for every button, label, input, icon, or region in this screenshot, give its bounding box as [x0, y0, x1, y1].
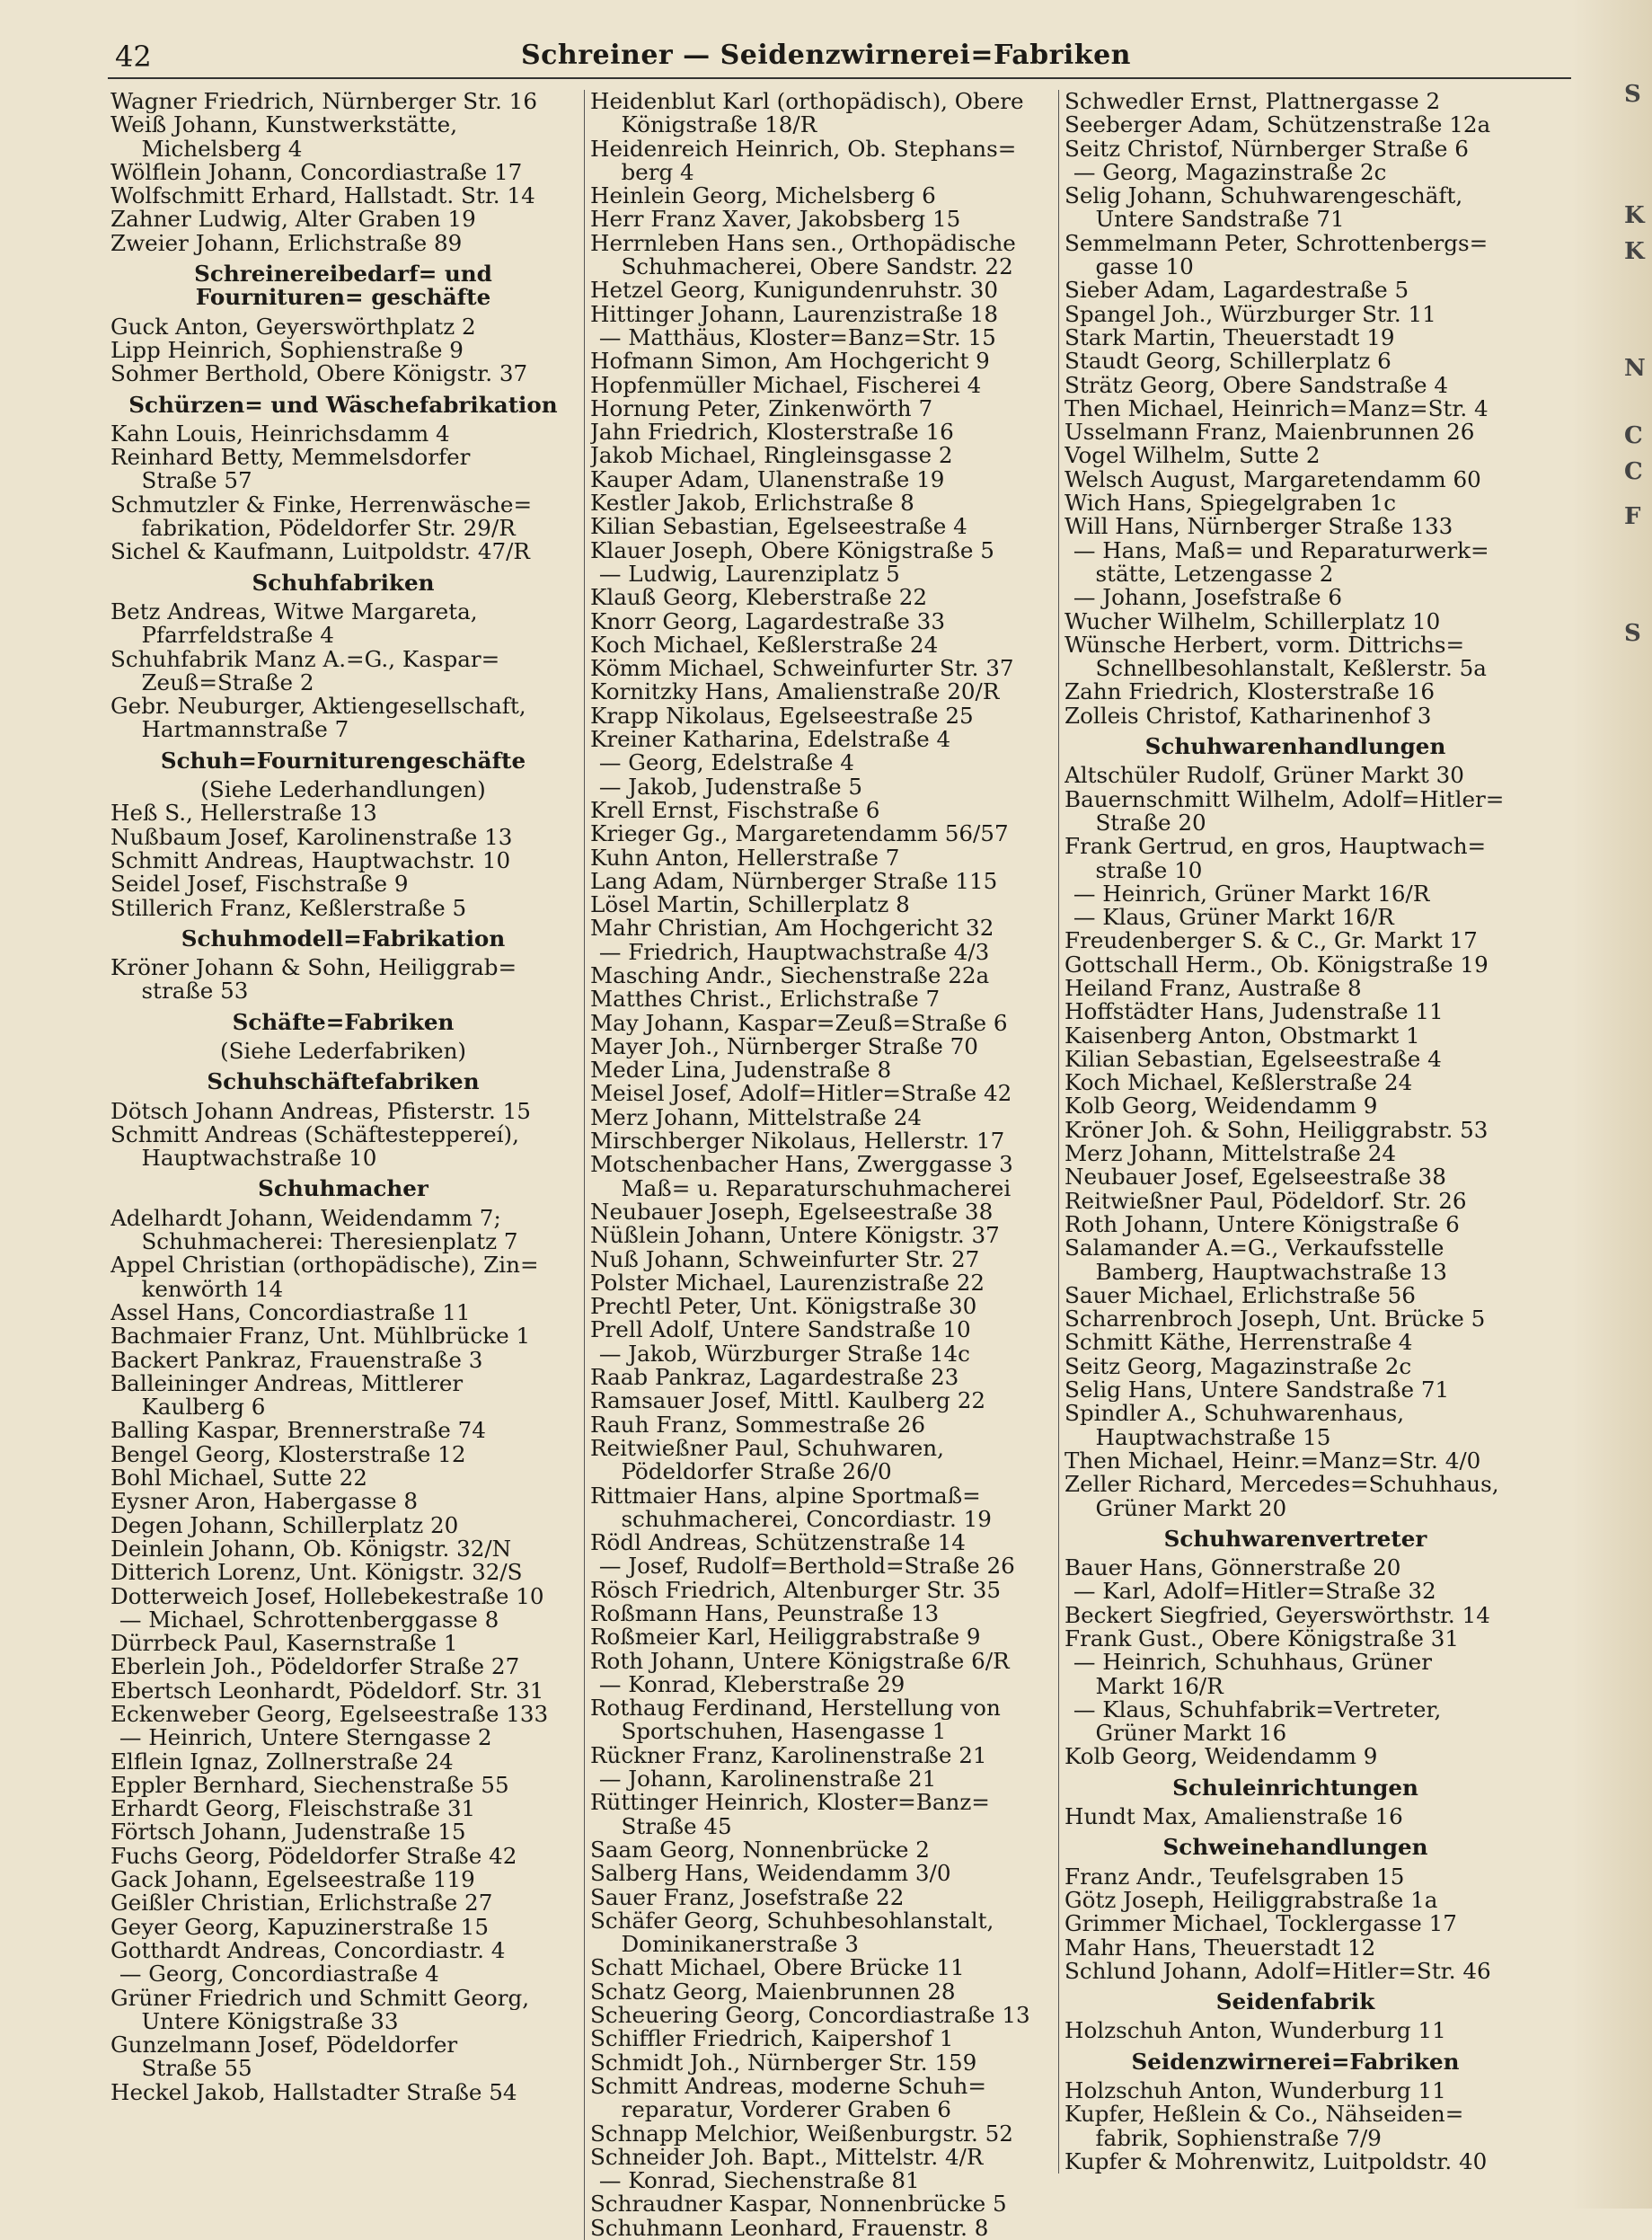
directory-entry: Rödl Andreas, Schützenstraße 14: [590, 1531, 966, 1555]
directory-entry: Hornung Peter, Zinkenwörth 7: [590, 396, 933, 421]
directory-entry: Franz Andr., Teufelsgraben 15: [1065, 1864, 1405, 1889]
directory-entry: Seitz Georg, Magazinstraße 2c: [1065, 1354, 1412, 1379]
section-heading: Schuhmacher: [258, 1177, 428, 1201]
directory-entry: Prell Adolf, Untere Sandstraße 10: [590, 1318, 971, 1342]
directory-entry: Bengel Georg, Klosterstraße 12: [110, 1442, 466, 1467]
running-head: Schreiner — Seidenzwirnerei=Fabriken: [521, 40, 1131, 71]
entry-continuation: Hauptwachstraße 10: [141, 1147, 377, 1171]
directory-entry: Grüner Friedrich und Schmitt Georg,: [110, 1986, 530, 2010]
directory-entry: Meisel Josef, Adolf=Hitler=Straße 42: [590, 1082, 1012, 1106]
directory-entry: Degen Johann, Schillerplatz 20: [110, 1513, 459, 1537]
section-heading: Schuhfabriken: [252, 571, 435, 595]
directory-entry: Holzschuh Anton, Wunderburg 11: [1065, 2079, 1446, 2103]
entry-same-surname: — Georg, Concordiastraße 4: [119, 1962, 439, 1987]
directory-entry: Rüttinger Heinrich, Kloster=Banz=: [590, 1791, 990, 1815]
entry-continuation: Grüner Markt 16: [1095, 1722, 1287, 1746]
entry-continuation: berg 4: [621, 160, 694, 185]
directory-entry: Gack Johann, Egelseestraße 119: [110, 1868, 475, 1892]
directory-entry: Eberlein Joh., Pödeldorfer Straße 27: [110, 1655, 520, 1679]
directory-entry: Zahn Friedrich, Klosterstraße 16: [1065, 680, 1435, 704]
directory-entry: Altschüler Rudolf, Grüner Markt 30: [1065, 764, 1464, 788]
entry-continuation: Untere Königstraße 33: [141, 2009, 399, 2034]
directory-entry: Scharrenbroch Joseph, Unt. Brücke 5: [1065, 1307, 1486, 1332]
directory-entry: Schmitt Andreas, moderne Schuh=: [590, 2074, 986, 2099]
directory-entry: Then Michael, Heinrich=Manz=Str. 4: [1065, 396, 1489, 421]
directory-entry: Wich Hans, Spiegelgraben 1c: [1065, 491, 1397, 516]
section-heading: Schuhschäftefabriken: [207, 1070, 480, 1094]
directory-entry: Wünsche Herbert, vorm. Dittrichs=: [1065, 633, 1465, 658]
entry-continuation: Schuhmacherei, Obere Sandstr. 22: [621, 255, 1013, 279]
directory-entry: Staudt Georg, Schillerplatz 6: [1065, 350, 1391, 374]
directory-entry: Then Michael, Heinr.=Manz=Str. 4/0: [1065, 1448, 1481, 1474]
directory-entry: Schlund Johann, Adolf=Hitler=Str. 46: [1065, 1959, 1491, 1984]
directory-entry: Ramsauer Josef, Mittl. Kaulberg 22: [590, 1389, 985, 1413]
directory-entry: Schmitt Andreas (Schäftesteppereí),: [110, 1122, 519, 1147]
directory-entry: Zweier Johann, Erlichstraße 89: [110, 231, 463, 256]
directory-entry: Dotterweich Josef, Hollebekestraße 10: [110, 1584, 544, 1608]
entry-same-surname: — Jakob, Würzburger Straße 14c: [598, 1341, 970, 1367]
directory-entry: Kaisenberg Anton, Obstmarkt 1: [1065, 1023, 1420, 1048]
entry-continuation: Untere Sandstraße 71: [1095, 208, 1345, 232]
directory-entry: Kornitzky Hans, Amalienstraße 20/R: [590, 680, 1000, 704]
directory-entry: Schäfer Georg, Schuhbesohlanstalt,: [590, 1908, 994, 1934]
directory-entry: Kestler Jakob, Erlichstraße 8: [590, 491, 914, 516]
directory-entry: Adelhardt Johann, Weidendamm 7;: [110, 1206, 501, 1231]
directory-entry: Merz Johann, Mittelstraße 24: [1065, 1142, 1397, 1166]
entry-same-surname: — Georg, Magazinstraße 2c: [1073, 160, 1387, 185]
column-2: [584, 90, 1057, 2240]
directory-entry: Sauer Franz, Josefstraße 22: [590, 1885, 905, 1909]
entry-continuation: Michelsberg 4: [141, 137, 303, 161]
entry-continuation: Markt 16/R: [1095, 1674, 1224, 1698]
directory-entry: Rothaug Ferdinand, Herstellung von: [590, 1696, 1001, 1721]
directory-entry: Gottschall Herm., Ob. Königstraße 19: [1065, 952, 1489, 977]
entry-same-surname: — Klaus, Schuhfabrik=Vertreter,: [1073, 1697, 1442, 1722]
directory-entry: Betz Andreas, Witwe Margareta,: [110, 599, 478, 624]
directory-entry: Zeller Richard, Mercedes=Schuhhaus,: [1065, 1473, 1499, 1497]
directory-entry: Frank Gertrud, en gros, Hauptwach=: [1065, 835, 1487, 859]
see-reference: (Siehe Lederhandlungen): [200, 778, 486, 802]
directory-entry: Assel Hans, Concordiastraße 11: [110, 1300, 471, 1325]
directory-entry: Koch Michael, Keßlerstraße 24: [1065, 1071, 1413, 1095]
entry-same-surname: — Johann, Karolinenstraße 21: [598, 1767, 937, 1792]
entry-same-surname: — Heinrich, Grüner Markt 16/R: [1073, 881, 1430, 907]
directory-entry: Geyer Georg, Kapuzinerstraße 15: [110, 1915, 489, 1939]
directory-entry: Heidenblut Karl (orthopädisch), Obere: [590, 90, 1024, 114]
directory-entry: Seidel Josef, Fischstraße 9: [110, 872, 409, 897]
directory-entry: Klauß Georg, Kleberstraße 22: [590, 586, 927, 610]
entry-same-surname: — Karl, Adolf=Hitler=Straße 32: [1073, 1580, 1436, 1604]
edge-letter: C: [1624, 458, 1643, 485]
directory-entry: Bohl Michael, Sutte 22: [110, 1466, 367, 1491]
directory-entry: Salamander A.=G., Verkaufsstelle: [1065, 1236, 1444, 1261]
edge-letter: C: [1624, 422, 1643, 449]
directory-entry: Rittmaier Hans, alpine Sportmaß=: [590, 1483, 981, 1508]
directory-entry: Eppler Bernhard, Siechenstraße 55: [110, 1773, 509, 1798]
directory-entry: Schuhfabrik Manz A.=G., Kaspar=: [110, 647, 500, 671]
directory-entry: Selig Hans, Untere Sandstraße 71: [1065, 1378, 1450, 1403]
directory-entry: Eckenweber Georg, Egelseestraße 133: [110, 1703, 549, 1727]
directory-entry: Polster Michael, Laurenzistraße 22: [590, 1271, 985, 1296]
column-1: [110, 90, 576, 2104]
directory-entry: Dötsch Johann Andreas, Pfisterstr. 15: [110, 1099, 531, 1123]
directory-entry: Mahr Christian, Am Hochgericht 32: [590, 916, 994, 941]
directory-entry: Balleininger Andreas, Mittlerer: [110, 1371, 464, 1396]
directory-entry: Semmelmann Peter, Schrottenbergs=: [1065, 231, 1489, 256]
directory-entry: Gotthardt Andreas, Concordiastr. 4: [110, 1938, 506, 1963]
directory-entry: Klauer Joseph, Obere Königstraße 5: [590, 538, 994, 562]
directory-entry: Fuchs Georg, Pödeldorfer Straße 42: [110, 1844, 517, 1869]
directory-entry: Masching Andr., Siechenstraße 22a: [590, 963, 990, 988]
directory-entry: Salberg Hans, Weidendamm 3/0: [590, 1862, 951, 1886]
entry-same-surname: — Ludwig, Laurenziplatz 5: [598, 562, 900, 587]
directory-entry: Götz Joseph, Heiliggrabstraße 1a: [1065, 1888, 1438, 1913]
entry-continuation: Sportschuhen, Hasengasse 1: [621, 1720, 947, 1744]
directory-entry: Kauper Adam, Ulanenstraße 19: [590, 467, 945, 492]
directory-entry: Ebertsch Leonhardt, Pödeldorf. Str. 31: [110, 1678, 544, 1703]
directory-entry: Dürrbeck Paul, Kasernstraße 1: [110, 1632, 458, 1656]
entry-continuation: Straße 57: [141, 469, 252, 493]
directory-entry: Krieger Gg., Margaretendamm 56/57: [590, 822, 1009, 846]
entry-same-surname: — Friedrich, Hauptwachstraße 4/3: [598, 940, 990, 964]
entry-continuation: Straße 20: [1095, 810, 1206, 836]
directory-entry: Zahner Ludwig, Alter Graben 19: [110, 208, 476, 232]
directory-entry: Jahn Friedrich, Klosterstraße 16: [590, 421, 954, 445]
entry-continuation: stätte, Letzengasse 2: [1095, 562, 1334, 587]
directory-entry: Merz Johann, Mittelstraße 24: [590, 1105, 923, 1130]
directory-entry: Bauer Hans, Gönnerstraße 20: [1065, 1556, 1401, 1580]
directory-entry: Kröner Joh. & Sohn, Heiliggrabstr. 53: [1065, 1118, 1489, 1143]
entry-continuation: straße 53: [141, 979, 249, 1004]
section-heading: Schuhwarenvertreter: [1163, 1527, 1427, 1552]
directory-entry: Nußbaum Josef, Karolinenstraße 13: [110, 825, 513, 849]
entry-continuation: Kaulberg 6: [141, 1395, 266, 1420]
directory-entry: Knorr Georg, Lagardestraße 33: [590, 609, 945, 633]
directory-entry: Motschenbacher Hans, Zwerggasse 3: [590, 1153, 1013, 1177]
directory-entry: Hetzel Georg, Kunigundenruhstr. 30: [590, 279, 999, 303]
entry-same-surname: — Konrad, Siechenstraße 81: [598, 2169, 920, 2193]
section-heading: Seidenzwirnerei=Fabriken: [1131, 2050, 1460, 2075]
directory-entry: Heckel Jakob, Hallstadter Straße 54: [110, 2080, 517, 2105]
entry-continuation: Pfarrfeldstraße 4: [141, 624, 334, 648]
directory-entry: Kilian Sebastian, Egelseestraße 4: [590, 515, 967, 539]
entry-continuation: straße 10: [1095, 858, 1203, 882]
directory-entry: Hittinger Johann, Laurenzistraße 18: [590, 302, 998, 326]
edge-letter: K: [1624, 238, 1645, 265]
directory-entry: Freudenberger S. & C., Gr. Markt 17: [1065, 929, 1478, 953]
directory-entry: Reinhard Betty, Memmelsdorfer: [110, 446, 471, 470]
section-heading: Schürzen= und Wäschefabrikation: [128, 393, 558, 417]
directory-entry: Schatz Georg, Maienbrunnen 28: [590, 1979, 956, 2005]
directory-entry: Spindler A., Schuhwarenhaus,: [1065, 1402, 1405, 1426]
entry-continuation: gasse 10: [1095, 255, 1194, 279]
directory-entry: Raab Pankraz, Lagardestraße 23: [590, 1366, 959, 1390]
section-heading: Schäfte=Fabriken: [232, 1010, 455, 1034]
section-heading: Schuhmodell=Fabrikation: [181, 926, 506, 952]
directory-entry: Mayer Joh., Nürnberger Straße 70: [590, 1034, 978, 1059]
directory-entry: Strätz Georg, Obere Sandstraße 4: [1065, 373, 1449, 397]
section-heading: Schreinereibedarf= und Fournituren= geschäfte: [194, 262, 492, 310]
section-heading: Schuleinrichtungen: [1172, 1775, 1418, 1801]
entry-continuation: fabrikation, Pödeldorfer Str. 29/R: [141, 517, 516, 541]
adjacent-page-edge: [1571, 0, 1652, 2209]
directory-entry: Hoffstädter Hans, Judenstraße 11: [1065, 1000, 1444, 1024]
directory-entry: Krell Ernst, Fischstraße 6: [590, 798, 880, 823]
directory-entry: Roth Johann, Untere Königstraße 6/R: [590, 1649, 1010, 1673]
entry-same-surname: — Michael, Schrottenberggasse 8: [119, 1607, 499, 1633]
directory-entry: Wölflein Johann, Concordiastraße 17: [110, 160, 523, 185]
directory-entry: Kuhn Anton, Hellerstraße 7: [590, 846, 900, 870]
edge-letter: F: [1624, 503, 1641, 530]
directory-entry: Sichel & Kaufmann, Luitpoldstr. 47/R: [110, 540, 530, 564]
directory-entry: Appel Christian (orthopädische), Zin=: [110, 1253, 539, 1278]
entry-continuation: Schnellbesohlanstalt, Keßlerstr. 5a: [1095, 657, 1487, 681]
directory-entry: Backert Pankraz, Frauenstraße 3: [110, 1348, 483, 1372]
directory-entry: Grimmer Michael, Tocklergasse 17: [1065, 1912, 1457, 1936]
directory-entry: Krapp Nikolaus, Egelseestraße 25: [590, 704, 974, 729]
directory-entry: Spangel Joh., Würzburger Str. 11: [1065, 302, 1436, 326]
directory-entry: Kahn Louis, Heinrichsdamm 4: [110, 421, 450, 447]
entry-continuation: fabrik, Sophienstraße 7/9: [1095, 2126, 1382, 2150]
directory-entry: Roßmeier Karl, Heiliggrabstraße 9: [590, 1625, 981, 1650]
directory-entry: Hofmann Simon, Am Hochgericht 9: [590, 350, 990, 374]
directory-entry: Eysner Aron, Habergasse 8: [110, 1490, 419, 1514]
directory-entry: Elflein Ignaz, Zollnerstraße 24: [110, 1749, 454, 1774]
entry-continuation: Straße 55: [141, 2057, 252, 2081]
directory-entry: Gunzelmann Josef, Pödeldorfer: [110, 2033, 458, 2058]
directory-entry: Matthes Christ., Erlichstraße 7: [590, 987, 941, 1012]
entry-same-surname: — Heinrich, Untere Sterngasse 2: [119, 1726, 492, 1750]
directory-entry: Schatt Michael, Obere Brücke 11: [590, 1956, 965, 1980]
directory-entry: Kupfer & Mohrenwitz, Luitpoldstr. 40: [1065, 2149, 1488, 2174]
directory-entry: Erhardt Georg, Fleischstraße 31: [110, 1797, 476, 1821]
directory-entry: Kömm Michael, Schweinfurter Str. 37: [590, 657, 1014, 681]
directory-entry: Stark Martin, Theuerstadt 19: [1065, 325, 1395, 350]
entry-continuation: Dominikanerstraße 3: [621, 1933, 859, 1957]
entry-same-surname: — Georg, Edelstraße 4: [598, 751, 854, 775]
directory-entry: Mahr Hans, Theuerstadt 12: [1065, 1935, 1376, 1960]
directory-entry: Ditterich Lorenz, Unt. Königstr. 32/S: [110, 1561, 523, 1585]
directory-entry: Schmitt Andreas, Hauptwachstr. 10: [110, 848, 511, 873]
edge-letter: S: [1624, 81, 1641, 108]
directory-entry: Neubauer Josef, Egelseestraße 38: [1065, 1165, 1446, 1190]
directory-entry: Schneider Joh. Bapt., Mittelstr. 4/R: [590, 2145, 984, 2170]
header-rule: [108, 77, 1572, 79]
directory-entry: Rauh Franz, Sommestraße 26: [590, 1412, 926, 1437]
entry-same-surname: — Heinrich, Schuhhaus, Grüner: [1073, 1651, 1432, 1675]
directory-entry: Seeberger Adam, Schützenstraße 12a: [1065, 113, 1491, 137]
directory-entry: Kolb Georg, Weidendamm 9: [1065, 1745, 1378, 1769]
directory-entry: Sohmer Berthold, Obere Königstr. 37: [110, 362, 528, 386]
directory-entry: Meder Lina, Judenstraße 8: [590, 1058, 892, 1083]
directory-entry: Roth Johann, Untere Königstraße 6: [1065, 1212, 1460, 1237]
directory-entry: Frank Gust., Obere Königstraße 31: [1065, 1627, 1460, 1651]
directory-entry: Rückner Franz, Karolinenstraße 21: [590, 1743, 987, 1768]
directory-entry: Heinlein Georg, Michelsberg 6: [590, 184, 936, 208]
entry-continuation: Bamberg, Hauptwachstraße 13: [1095, 1260, 1447, 1284]
directory-entry: Wolfschmitt Erhard, Hallstadt. Str. 14: [110, 184, 535, 208]
directory-entry: Usselmann Franz, Maienbrunnen 26: [1065, 421, 1475, 445]
directory-entry: Kolb Georg, Weidendamm 9: [1065, 1094, 1378, 1119]
directory-entry: Sauer Michael, Erlichstraße 56: [1065, 1283, 1416, 1308]
entry-same-surname: — Johann, Josefstraße 6: [1073, 586, 1343, 610]
directory-entry: Neubauer Joseph, Egelseestraße 38: [590, 1200, 994, 1225]
directory-entry: Roßmann Hans, Peunstraße 13: [590, 1602, 940, 1626]
entry-continuation: reparatur, Vorderer Graben 6: [621, 2098, 951, 2122]
page-number: 42: [115, 40, 152, 74]
directory-entry: Bachmaier Franz, Unt. Mühlbrücke 1: [110, 1324, 531, 1349]
directory-entry: Guck Anton, Geyerswörthplatz 2: [110, 314, 476, 339]
entry-same-surname: — Hans, Maß= und Reparaturwerk=: [1073, 538, 1489, 562]
directory-entry: Jakob Michael, Ringleinsgasse 2: [590, 444, 953, 468]
entry-same-surname: — Josef, Rudolf=Berthold=Straße 26: [598, 1554, 1015, 1579]
directory-entry: Schuhmann Leonhard, Frauenstr. 8: [590, 2216, 989, 2240]
directory-entry: Herrnleben Hans sen., Orthopädische: [590, 231, 1016, 256]
directory-entry: Welsch August, Margaretendamm 60: [1065, 467, 1481, 492]
directory-entry: Wagner Friedrich, Nürnberger Str. 16: [110, 90, 537, 114]
column-3: [1058, 90, 1526, 2174]
directory-entry: Schnapp Melchior, Weißenburgstr. 52: [590, 2121, 1013, 2146]
entry-continuation: Zeuß=Straße 2: [141, 670, 314, 695]
directory-entry: Hundt Max, Amalienstraße 16: [1065, 1805, 1403, 1829]
entry-same-surname: — Jakob, Judenstraße 5: [598, 775, 863, 799]
directory-entry: Sieber Adam, Lagardestraße 5: [1065, 279, 1409, 303]
entry-same-surname: — Matthäus, Kloster=Banz=Str. 15: [598, 325, 996, 350]
directory-entry: Selig Johann, Schuhwarengeschäft,: [1065, 184, 1463, 208]
directory-entry: Geißler Christian, Erlichstraße 27: [110, 1891, 493, 1916]
directory-entry: Balling Kaspar, Brennerstraße 74: [110, 1419, 486, 1443]
directory-entry: Schmitt Käthe, Herrenstraße 4: [1065, 1331, 1413, 1355]
directory-entry: Holzschuh Anton, Wunderburg 11: [1065, 2019, 1446, 2043]
entry-continuation: Straße 45: [621, 1814, 732, 1838]
see-reference: (Siehe Lederfabriken): [219, 1039, 467, 1064]
edge-letter: K: [1624, 202, 1645, 229]
edge-letter: N: [1624, 355, 1646, 382]
directory-entry: Saam Georg, Nonnenbrücke 2: [590, 1837, 930, 1863]
directory-entry: Lipp Heinrich, Sophienstraße 9: [110, 338, 464, 363]
entry-continuation: Hauptwachstraße 15: [1095, 1425, 1331, 1449]
directory-entry: Gebr. Neuburger, Aktiengesellschaft,: [110, 695, 526, 719]
entry-continuation: Pödeldorfer Straße 26/0: [621, 1460, 892, 1484]
entry-continuation: Hartmannstraße 7: [141, 718, 349, 742]
directory-entry: Prechtl Peter, Unt. Königstraße 30: [590, 1295, 977, 1319]
directory-entry: Heiland Franz, Austraße 8: [1065, 976, 1362, 1001]
directory-entry: Will Hans, Nürnberger Straße 133: [1065, 515, 1453, 539]
directory-entry: Lösel Martin, Schillerplatz 8: [590, 893, 910, 917]
section-heading: Schweinehandlungen: [1162, 1836, 1428, 1860]
entry-continuation: Schuhmacherei: Theresienplatz 7: [141, 1230, 518, 1254]
directory-entry: May Johann, Kaspar=Zeuß=Straße 6: [590, 1011, 1008, 1035]
entry-continuation: kenwörth 14: [141, 1277, 284, 1301]
directory-entry: Rösch Friedrich, Altenburger Str. 35: [590, 1578, 1002, 1602]
edge-letter: S: [1624, 620, 1641, 647]
directory-entry: Reitwießner Paul, Pödeldorf. Str. 26: [1065, 1189, 1467, 1213]
directory-entry: Wucher Wilhelm, Schillerplatz 10: [1065, 609, 1441, 633]
directory-entry: Lang Adam, Nürnberger Straße 115: [590, 869, 998, 894]
section-heading: Schuh=Fourniturengeschäfte: [160, 748, 526, 774]
entry-continuation: Grüner Markt 20: [1095, 1496, 1287, 1520]
directory-entry: Herr Franz Xaver, Jakobsberg 15: [590, 208, 961, 232]
entry-continuation: Königstraße 18/R: [621, 113, 817, 137]
directory-entry: Kupfer, Heßlein & Co., Nähseiden=: [1065, 2103, 1464, 2127]
directory-entry: Koch Michael, Keßlerstraße 24: [590, 633, 939, 658]
directory-entry: Reitwießner Paul, Schuhwaren,: [590, 1436, 944, 1461]
directory-entry: Förtsch Johann, Judenstraße 15: [110, 1820, 466, 1845]
directory-entry: Hopfenmüller Michael, Fischerei 4: [590, 373, 982, 397]
directory-entry: Heß S., Hellerstraße 13: [110, 801, 377, 826]
directory-entry: Schraudner Kaspar, Nonnenbrücke 5: [590, 2192, 1007, 2217]
section-heading: Schuhwarenhandlungen: [1144, 735, 1446, 759]
entry-same-surname: — Klaus, Grüner Markt 16/R: [1073, 906, 1394, 930]
directory-entry: Schmutzler & Finke, Herrenwäsche=: [110, 492, 533, 518]
directory-entry: Beckert Siegfried, Geyerswörthstr. 14: [1065, 1603, 1490, 1627]
directory-entry: Mirschberger Nikolaus, Hellerstr. 17: [590, 1129, 1005, 1154]
directory-entry: Schwedler Ernst, Plattnergasse 2: [1065, 90, 1441, 114]
directory-entry: Seitz Christof, Nürnberger Straße 6: [1065, 137, 1469, 161]
directory-entry: Deinlein Johann, Ob. Königstr. 32/N: [110, 1536, 512, 1562]
entry-continuation: schuhmacherei, Concordiastr. 19: [621, 1507, 992, 1532]
directory-entry: Kilian Sebastian, Egelseestraße 4: [1065, 1047, 1442, 1072]
directory-entry: Schiffler Friedrich, Kaipershof 1: [590, 2027, 954, 2051]
directory-entry: Bauernschmitt Wilhelm, Adolf=Hitler=: [1065, 787, 1505, 811]
directory-entry: Zolleis Christof, Katharinenhof 3: [1065, 704, 1432, 729]
directory-entry: Scheuering Georg, Concordiastraße 13: [590, 2004, 1030, 2028]
directory-entry: Kreiner Katharina, Edelstraße 4: [590, 728, 951, 752]
directory-entry: Weiß Johann, Kunstwerkstätte,: [110, 113, 458, 137]
directory-entry: Stillerich Franz, Keßlerstraße 5: [110, 896, 467, 920]
section-heading: Seidenfabrik: [1215, 1990, 1375, 2014]
entry-same-surname: — Konrad, Kleberstraße 29: [598, 1672, 906, 1697]
directory-entry: Vogel Wilhelm, Sutte 2: [1065, 444, 1321, 468]
directory-entry: Kröner Johann & Sohn, Heiliggrab=: [110, 956, 517, 980]
entry-continuation: Maß= u. Reparaturschuhmacherei: [621, 1176, 1012, 1200]
directory-entry: Nuß Johann, Schweinfurter Str. 27: [590, 1247, 980, 1271]
directory-entry: Schmidt Joh., Nürnberger Str. 159: [590, 2050, 977, 2075]
directory-entry: Heidenreich Heinrich, Ob. Stephans=: [590, 137, 1017, 161]
directory-entry: Nüßlein Johann, Untere Königstr. 37: [590, 1224, 1000, 1248]
